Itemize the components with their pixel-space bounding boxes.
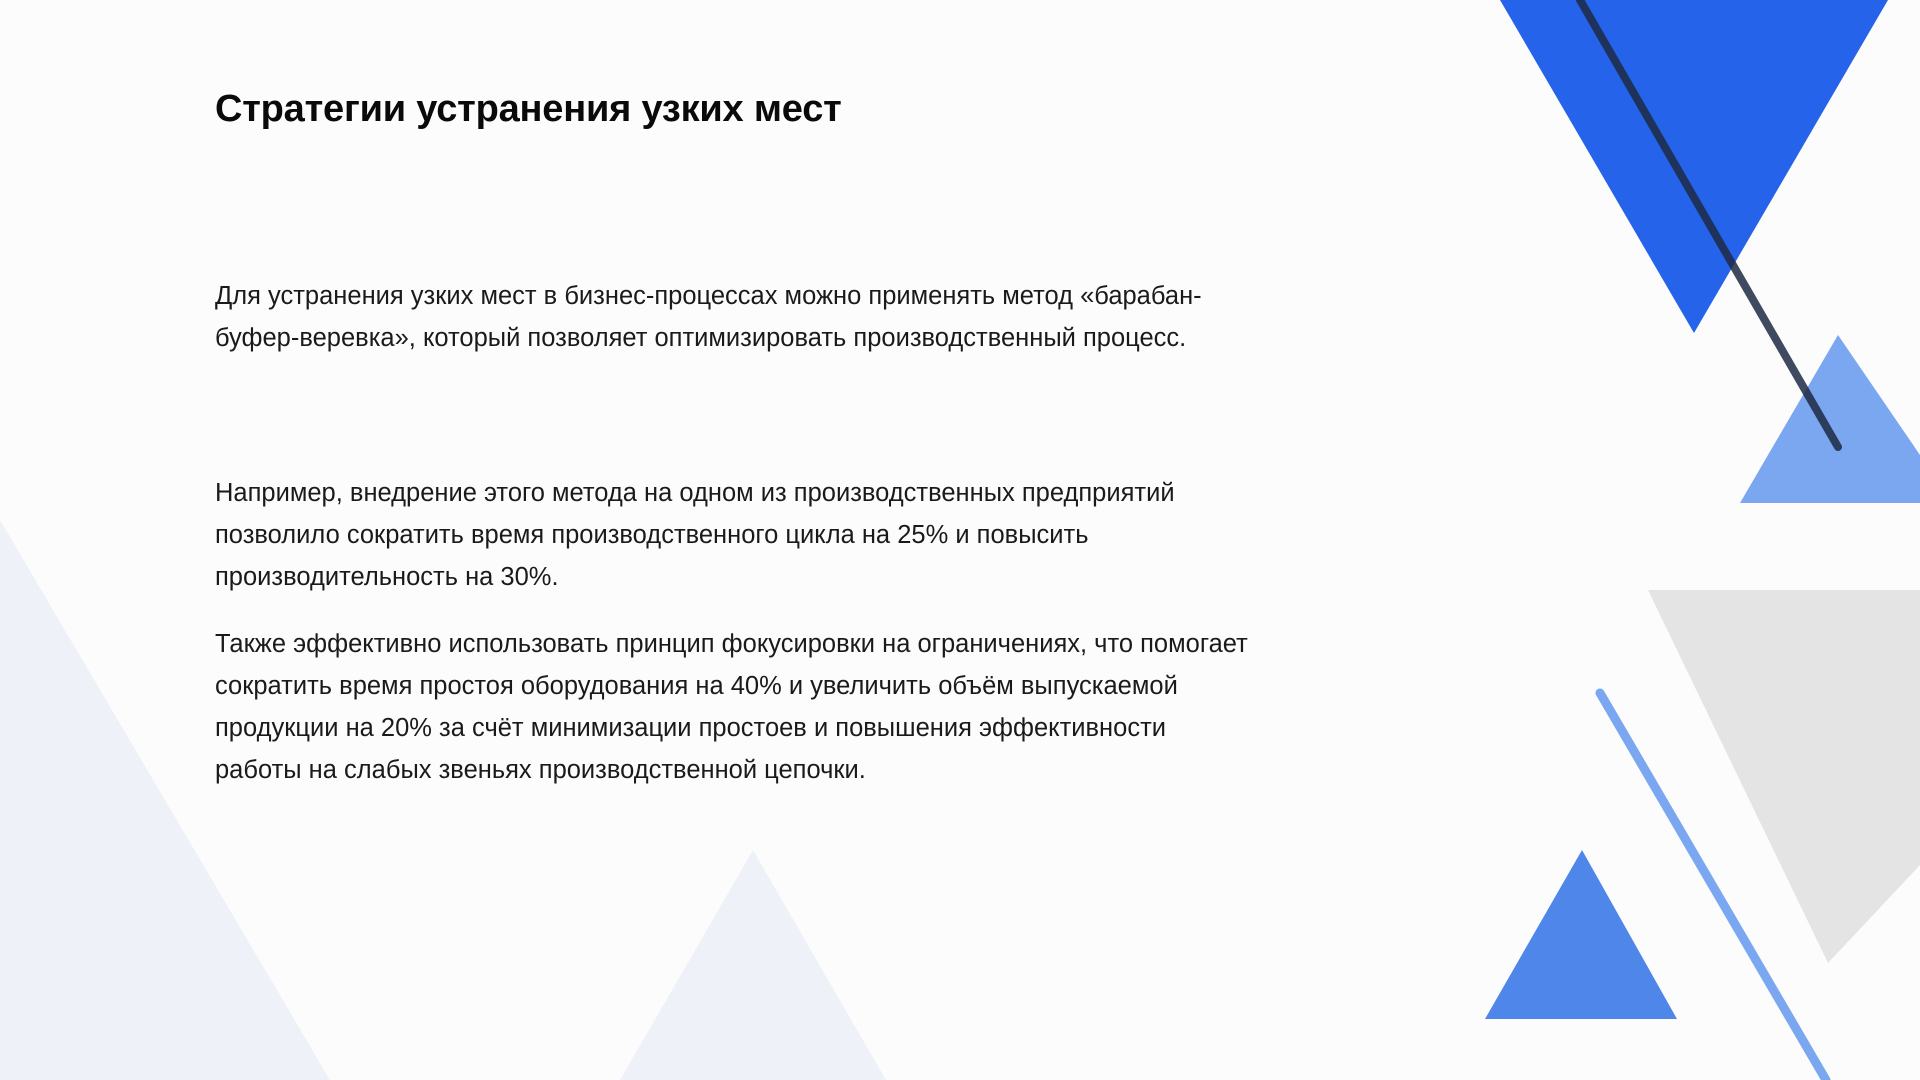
gray-inverted-triangle (1648, 590, 1920, 963)
slide-title: Стратегии устранения узких мест (215, 88, 842, 130)
paragraph-example: Например, внедрение этого метода на одном из производственных предприятий позволило сократить время производственного цикла на 25% и повысить производительность на 30%. (215, 479, 1175, 591)
paragraph-constraints: Также эффективно использовать принцип фокусировки на ограничениях, что помогает сократить время простоя оборудования на 40% и увеличить объём выпускаемой продукции на 20% за счёт минимизации простоев и повышения эффективности работы на слабых звеньях производственной цепочки. (215, 630, 1248, 784)
pale-triangle-left (0, 520, 330, 1080)
pale-triangle-center (620, 850, 886, 1080)
paragraph-method: Для устранения узких мест в бизнес-процессах можно применять метод «барабан-буфер-веревка», который позволяет оптимизировать производственный процесс. (215, 282, 1202, 352)
light-blue-triangle (1740, 335, 1920, 503)
blue-triangle-bottom (1485, 850, 1677, 1019)
blue-inverted-triangle (1500, 0, 1888, 333)
